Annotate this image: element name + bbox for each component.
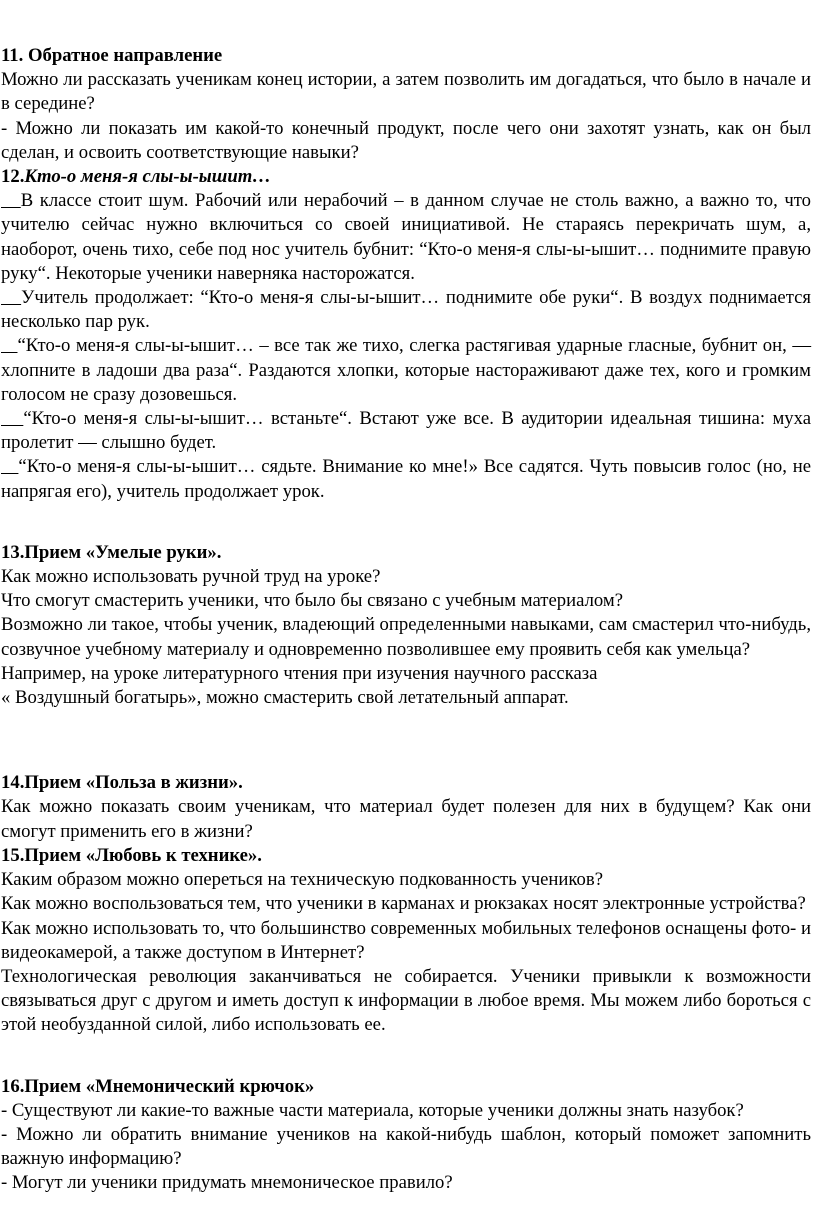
section-12-paragraph bbox=[0, 455, 815, 503]
section-15-paragraph: Как можно использовать то, что большинство современных мобильных телефонов оснащены фото- и видеокамерой, а также доступом в Интернет? bbox=[1, 917, 811, 963]
section-15-paragraph: Каким образом можно опереться на техническую подкованность учеников? bbox=[1, 869, 604, 891]
paragraph-text: “Кто-о меня-я слы-ы-ышит… встаньте“. Встают уже все. В аудитории идеальная тишина: муха пролетит — слышно будет. bbox=[1, 408, 812, 454]
section-15-heading: 15.Прием «Любовь к технике». bbox=[1, 844, 262, 866]
section-15-paragraph: Технологическая революция заканчиваться не собирается. Ученики привыкли к возможности связываться друг с другом и иметь доступ к информации в любое время. Мы можем либо бороться с этой необузданной силой, либо использовать ее. bbox=[1, 965, 811, 1036]
blank-line bbox=[1, 408, 23, 429]
section-12-number: 12. bbox=[1, 166, 25, 188]
section-15-paragraph: Как можно воспользоваться тем, что ученики в карманах и рюкзаках носят электронные устройства? bbox=[1, 893, 806, 915]
paragraph-text: В классе стоит шум. Рабочий или нерабочий – в данном случае не столь важно, а важно то, что учителю сейчас нужно включиться со своей инициативой. Не стараясь перекричать шум, а, наоборот, очень тихо, себе под нос учитель бубнит: “Кто-о меня-я слы-ы-ышит… поднимите правую руку“. Некоторые ученики наверняка насторожатся. bbox=[1, 190, 812, 284]
paragraph-text: “Кто-о меня-я слы-ы-ышит… сядьте. Внимание ко мне!» Все садятся. Чуть повысив голос (но, не напрягая его), учитель продолжает урок. bbox=[1, 456, 811, 502]
blank-line bbox=[1, 190, 21, 211]
section-16-paragraph: - Существуют ли какие-то важные части материала, которые ученики должны знать назубок? bbox=[1, 1099, 744, 1121]
section-13-paragraph: Как можно использовать ручной труд на уроке? bbox=[1, 566, 381, 588]
section-13-paragraph: Возможно ли такое, чтобы ученик, владеющий определенными навыками, сам смастерил что-нибудь, созвучное учебному материалу и одновременно позволившее ему проявить себя как умельца? bbox=[1, 614, 811, 660]
section-12-paragraph bbox=[0, 286, 815, 334]
section-14-paragraph: Как можно показать своим ученикам, что материал будет полезен для них в будущем? Как они смогут применить его в жизни? bbox=[1, 796, 811, 842]
section-12-paragraph bbox=[0, 407, 815, 455]
section-12-paragraph bbox=[0, 334, 815, 407]
blank-line bbox=[1, 335, 17, 356]
section-12-heading bbox=[0, 165, 815, 189]
section-13-paragraph: Например, на уроке литературного чтения при изучения научного рассказа bbox=[1, 662, 598, 684]
blank-line bbox=[1, 456, 18, 477]
section-14-heading: 14.Прием «Польза в жизни». bbox=[1, 772, 243, 794]
section-16-heading: 16.Прием «Мнемонический крючок» bbox=[1, 1075, 315, 1097]
section-13-paragraph: Что смогут смастерить ученики, что было бы связано с учебным материалом? bbox=[1, 590, 624, 612]
section-16-paragraph: - Можно ли обратить внимание учеников на какой-нибудь шаблон, который поможет запомнить важную информацию? bbox=[1, 1123, 811, 1170]
blank-line bbox=[1, 287, 21, 308]
section-16-paragraph: - Могут ли ученики придумать мнемоническое правило? bbox=[1, 1172, 453, 1194]
paragraph-text: Учитель продолжает: “Кто-о меня-я слы-ы-ышит… поднимите обе руки“. В воздух поднимается несколько пар рук. bbox=[1, 287, 812, 333]
section-13-paragraph: « Воздушный богатырь», можно смастерить свой летательный аппарат. bbox=[1, 687, 569, 709]
section-11-paragraph: Можно ли рассказать ученикам конец истории, а затем позволить им догадаться, что было в начале и в середине? bbox=[1, 69, 811, 115]
section-12-paragraph bbox=[0, 189, 815, 286]
section-12-title: Кто-о меня-я слы-ы-ышит… bbox=[24, 166, 271, 188]
section-13-heading: 13.Прием «Умелые руки». bbox=[1, 541, 222, 563]
section-11-paragraph: - Можно ли показать им какой-то конечный продукт, после чего они захотят узнать, как он был сделан, и освоить соответствующие навыки? bbox=[1, 117, 811, 163]
section-11-heading: 11. Обратное направление bbox=[1, 45, 223, 66]
paragraph-text: “Кто-о меня-я слы-ы-ышит… – все так же тихо, слегка растягивая ударные гласные, бубнит он, — хлопните в ладоши два раза“. Раздаются хлопки, которые настораживают даже тех, кого и громким голосом не сразу дозовешься. bbox=[1, 335, 812, 405]
